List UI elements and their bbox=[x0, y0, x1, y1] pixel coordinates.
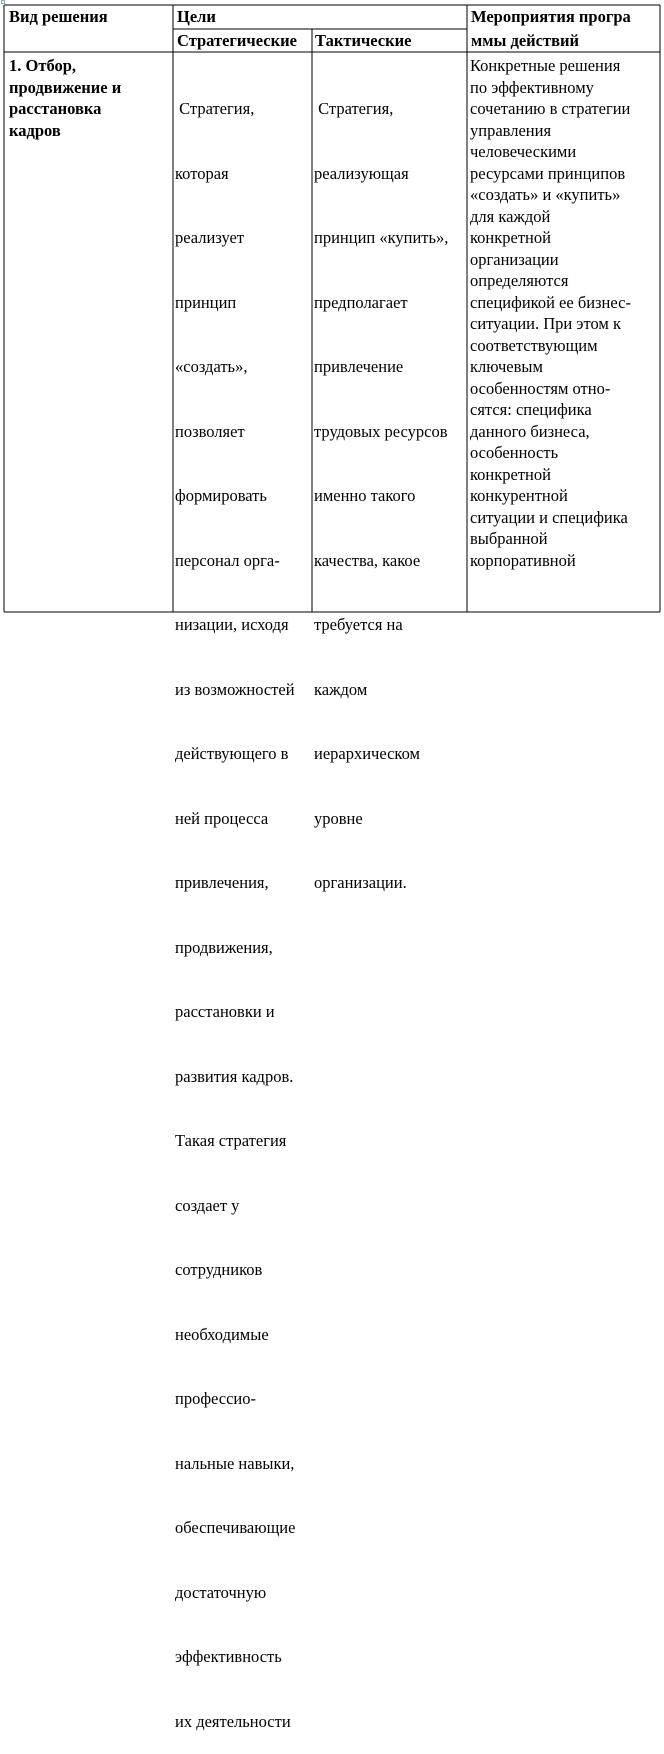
text-line: Стратегия, bbox=[175, 99, 255, 118]
text-line: которая bbox=[175, 163, 229, 183]
text-line: «создать», bbox=[175, 357, 248, 376]
text-line: ресурсами принципов bbox=[470, 163, 626, 183]
text-line: 1. Отбор, bbox=[9, 56, 77, 75]
text-line: ситуации и специфика bbox=[470, 507, 628, 527]
text-line: продвижения, bbox=[175, 937, 273, 957]
text-line: из возможностей bbox=[175, 679, 295, 699]
text-line: позволяет bbox=[175, 421, 245, 441]
text-line: человеческими bbox=[470, 142, 577, 161]
text-line: конкурентной bbox=[470, 486, 568, 505]
text-line: управления bbox=[470, 120, 552, 140]
text-line: ней процесса bbox=[175, 808, 269, 828]
text-line: профессио- bbox=[175, 1389, 256, 1408]
text-line: ключевым bbox=[470, 357, 543, 376]
text-line: достаточную bbox=[175, 1582, 267, 1602]
text-line: Такая стратегия bbox=[175, 1131, 287, 1150]
text-line: организации. bbox=[314, 873, 407, 892]
corner-marker bbox=[1, 0, 5, 4]
text-line: уровне bbox=[314, 808, 363, 828]
text-line: низации, исходя bbox=[175, 615, 289, 634]
cell-tactical bbox=[314, 55, 448, 915]
text-line: развития кадров. bbox=[175, 1066, 294, 1086]
text-line: данного бизнеса, bbox=[470, 421, 590, 441]
header-program-line-1: Мероприятия програ bbox=[471, 7, 631, 26]
cell-decision-type bbox=[9, 55, 121, 141]
text-line: выбранной bbox=[470, 529, 548, 548]
text-line: персонал орга- bbox=[175, 550, 280, 570]
cell-strategic bbox=[175, 55, 295, 1754]
text-line: формировать bbox=[175, 486, 267, 505]
text-line: особенностям отно- bbox=[470, 378, 611, 398]
text-line: именно такого bbox=[314, 486, 416, 505]
text-line: требуется на bbox=[314, 615, 403, 634]
text-line: конкретной bbox=[470, 464, 551, 484]
text-line: спецификой ее бизнес- bbox=[470, 292, 631, 312]
header-tactical: Тактические bbox=[315, 31, 412, 50]
text-line: каждом bbox=[314, 679, 368, 699]
text-line: реализующая bbox=[314, 163, 409, 183]
text-line: создает у bbox=[175, 1195, 240, 1215]
text-line: иерархическом bbox=[314, 744, 420, 763]
text-line: сочетанию в стратегии bbox=[470, 99, 631, 118]
text-line: Стратегия, bbox=[314, 99, 394, 118]
text-line: соответствующим bbox=[470, 335, 598, 355]
header-program-line-2: ммы действий bbox=[471, 31, 580, 50]
header-goals: Цели bbox=[177, 7, 216, 26]
text-line: «создать» и «купить» bbox=[470, 185, 621, 204]
text-line: обеспечивающие bbox=[175, 1518, 296, 1537]
text-line: необходимые bbox=[175, 1324, 269, 1344]
text-line: сятся: специфика bbox=[470, 400, 592, 419]
text-line: особенность bbox=[470, 443, 559, 462]
text-line: привлечения, bbox=[175, 873, 269, 892]
text-line: эффективность bbox=[175, 1647, 282, 1666]
text-line: определяются bbox=[470, 271, 569, 290]
text-line: трудовых ресурсов bbox=[314, 421, 448, 441]
text-line: Конкретные решения bbox=[470, 56, 621, 75]
text-line: действующего в bbox=[175, 744, 289, 763]
text-line: предполагает bbox=[314, 292, 408, 312]
text-line: корпоративной bbox=[470, 550, 576, 570]
text-line: качества, какое bbox=[314, 550, 421, 570]
text-line: по эффективному bbox=[470, 77, 594, 97]
text-line: привлечение bbox=[314, 357, 404, 376]
text-line: принцип bbox=[175, 292, 237, 312]
text-line: расстановка bbox=[9, 99, 102, 118]
text-line: ситуации. При этом к bbox=[470, 314, 621, 333]
text-line: нальные навыки, bbox=[175, 1453, 295, 1473]
text-line: их деятельности bbox=[175, 1711, 291, 1731]
text-line: сотрудников bbox=[175, 1260, 263, 1279]
text-line: конкретной bbox=[470, 228, 551, 247]
text-line: для каждой bbox=[470, 206, 551, 226]
text-line: расстановки и bbox=[175, 1002, 275, 1021]
header-decision-type: Вид решения bbox=[9, 7, 108, 26]
cell-program bbox=[470, 55, 631, 571]
text-line: принцип «купить», bbox=[314, 228, 449, 247]
text-line: организации bbox=[470, 249, 559, 269]
text-line: кадров bbox=[9, 120, 61, 140]
header-strategic: Стратегические bbox=[177, 31, 297, 50]
text-line: реализует bbox=[175, 228, 245, 247]
text-line: продвижение и bbox=[9, 77, 122, 97]
